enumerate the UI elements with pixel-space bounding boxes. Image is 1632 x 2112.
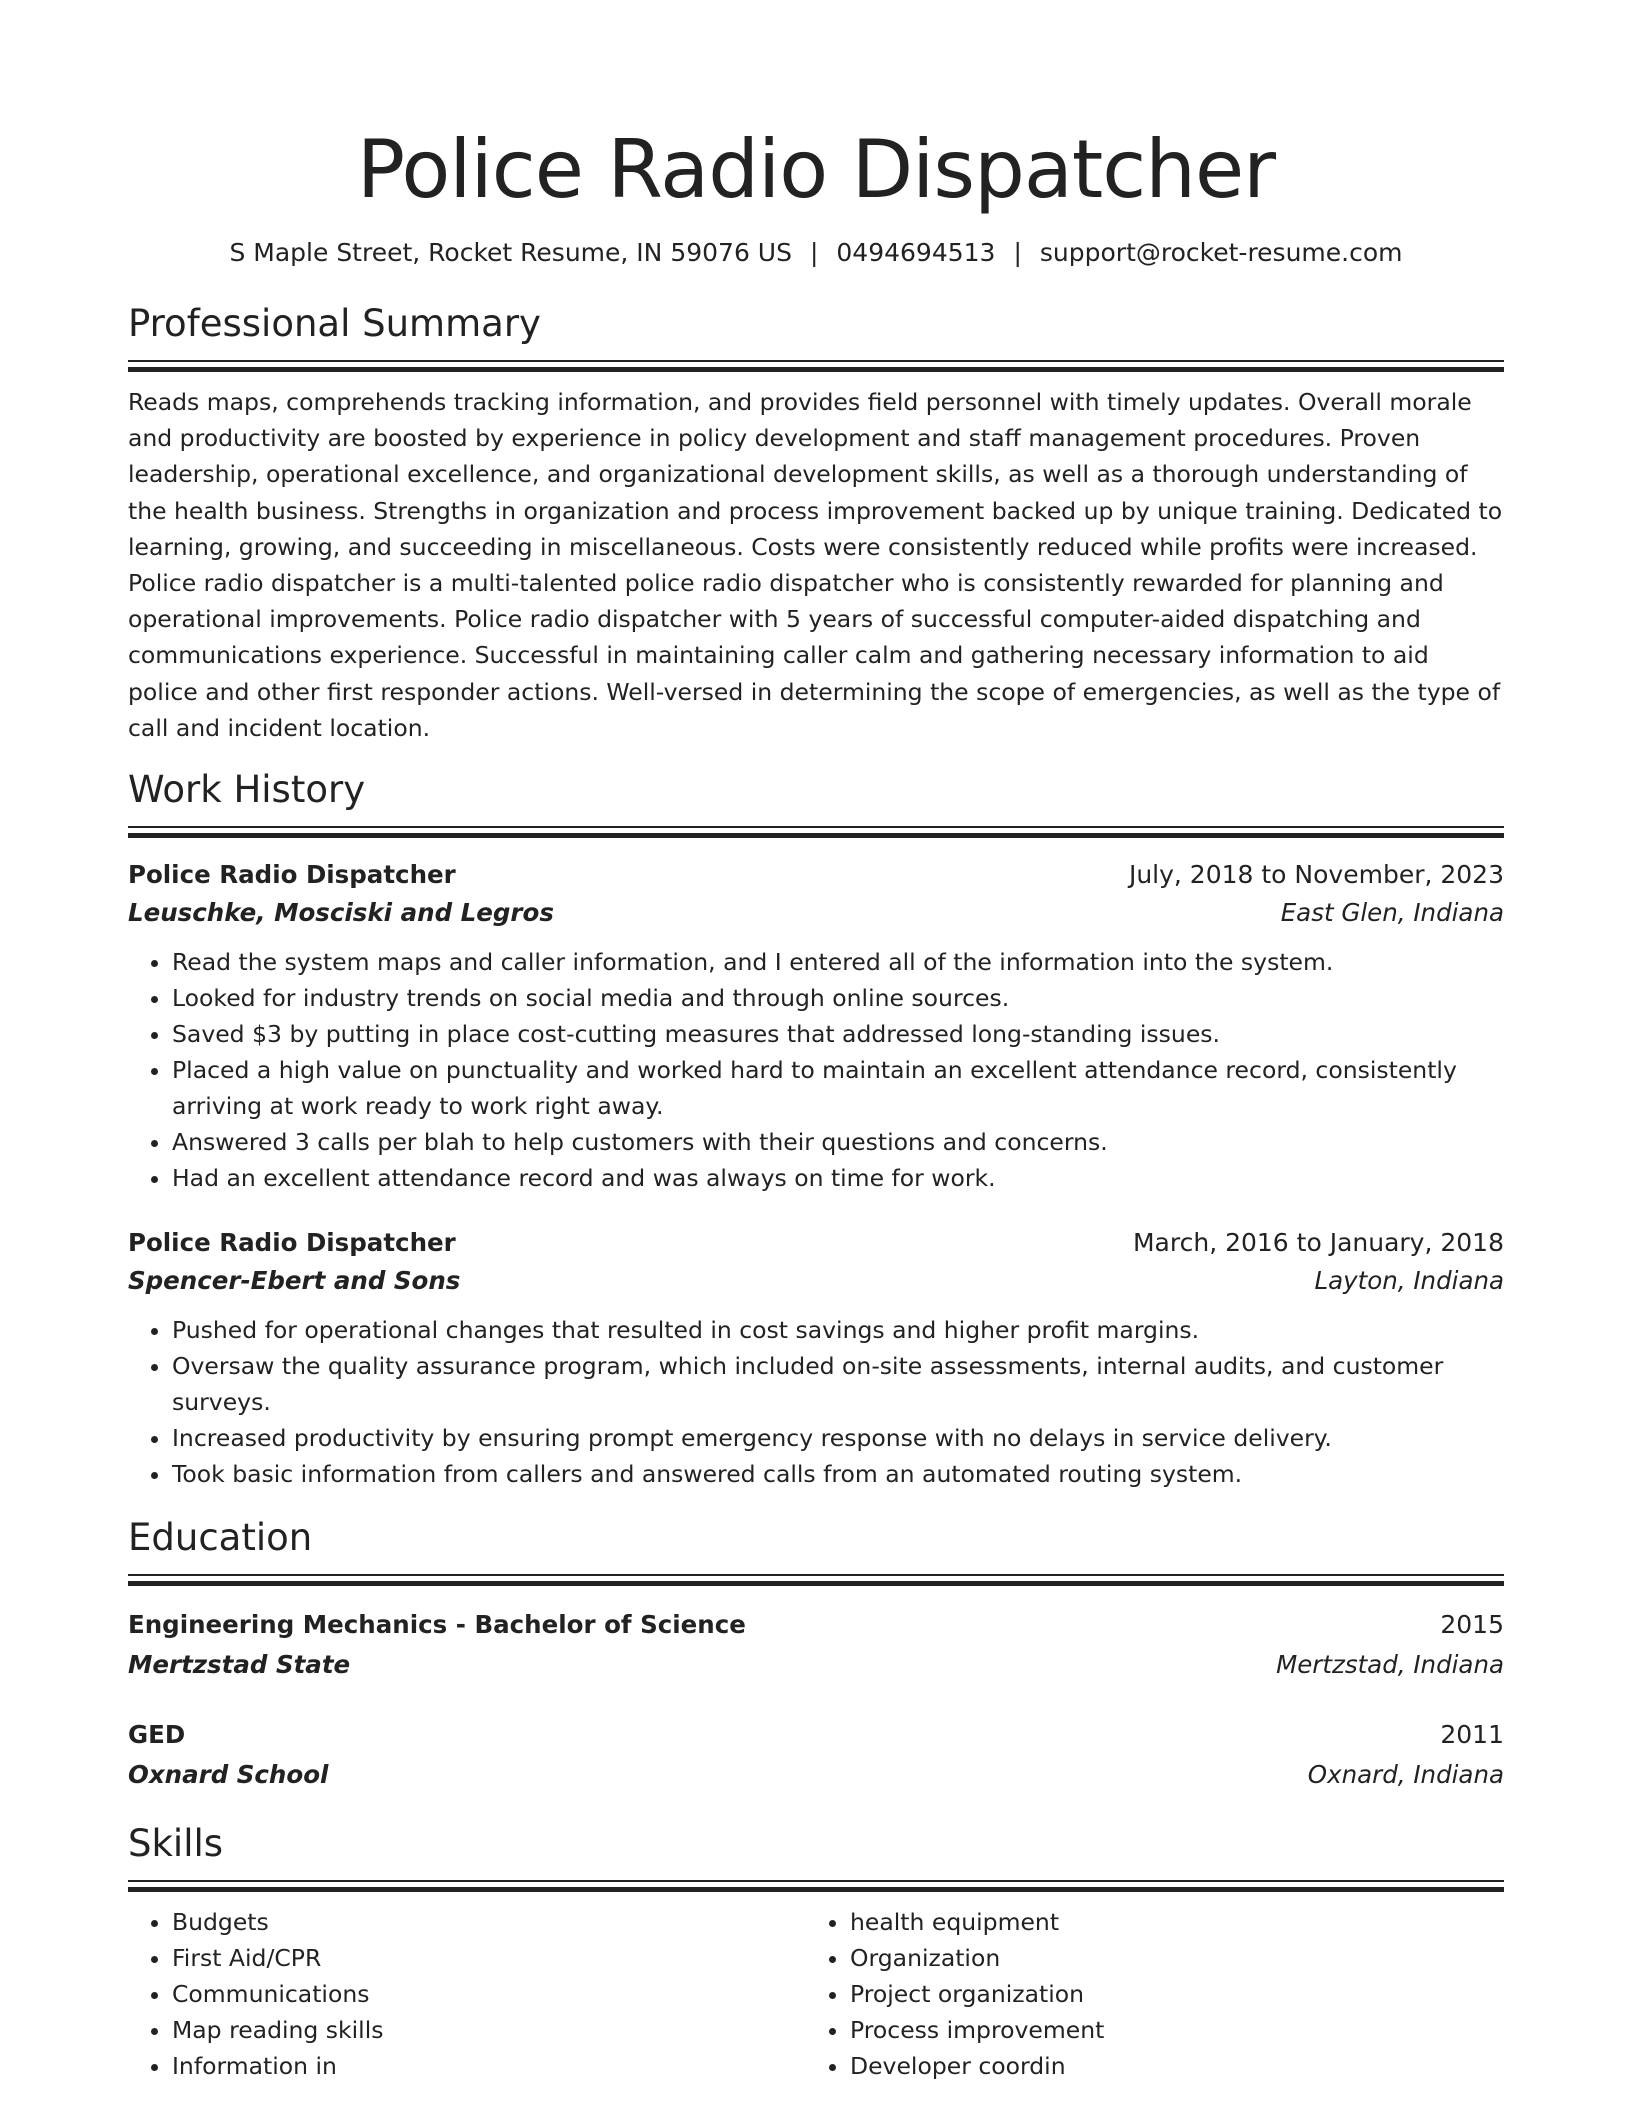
education-location: Mertzstad, Indiana: [1276, 1650, 1504, 1680]
list-item: • Had an excellent attendance record and was always on time for work.: [172, 1160, 1504, 1196]
section-divider: [128, 360, 1504, 374]
contact-phone: 0494694513: [836, 238, 996, 267]
list-item: • Project organization: [850, 1976, 1504, 2012]
job-entry: [128, 856, 1504, 1196]
education-school: Mertzstad State: [128, 1650, 351, 1680]
job-dates: July, 2018 to November, 2023: [1128, 860, 1504, 890]
resume-name: Police Radio Dispatcher: [356, 123, 1276, 216]
list-item: • Looked for industry trends on social media and through online sources.: [172, 980, 1504, 1016]
job-dates: March, 2016 to January, 2018: [1132, 1228, 1504, 1258]
education-year: 2015: [1440, 1610, 1504, 1640]
list-item: • Pushed for operational changes that resulted in cost savings and higher profit margins.: [172, 1312, 1504, 1348]
section-title-education: Education: [128, 1516, 313, 1560]
skills-section: [128, 1820, 1504, 2084]
list-item: • Placed a high value on punctuality and worked hard to maintain an excellent attendance record, consistently arriving at work ready to work right away.: [172, 1052, 1504, 1124]
section-title-work-history: Work History: [128, 768, 366, 812]
job-entry: [128, 1224, 1504, 1492]
skills-grid: [128, 1904, 1504, 2084]
job-title: Police Radio Dispatcher: [128, 860, 456, 890]
contact-line: [128, 236, 1504, 270]
list-item: • Saved $3 by putting in place cost-cutting measures that addressed long-standing issues.: [172, 1016, 1504, 1052]
list-item: • Answered 3 calls per blah to help customers with their questions and concerns.: [172, 1124, 1504, 1160]
list-item: • Oversaw the quality assurance program, which included on-site assessments, internal audits, and customer surveys.: [172, 1348, 1504, 1420]
section-title-skills: Skills: [128, 1822, 224, 1866]
education-degree: GED: [128, 1720, 186, 1750]
summary-text: Reads maps, comprehends tracking information, and provides field personnel with timely updates. Overall morale and productivity are boosted by experience in policy development and staff management procedures. Proven leadership, operational excellence, and organizational development skills, as well as a thorough understanding of the health business. Strengths in organization and process improvement backed up by unique training. Dedicated to learning, growing, and succeeding in miscellaneous. Costs were consistently reduced while profits were increased. Police radio dispatcher is a multi-talented police radio dispatcher who is consistently rewarded for planning and operational improvements. Police radio dispatcher with 5 years of successful computer-aided dispatching and communications experience. Successful in maintaining caller calm and gathering necessary information to aid police and other first responder actions. Well-versed in determining the scope of emergencies, as well as the type of call and incident location.: [128, 388, 1503, 742]
job-location: Layton, Indiana: [1314, 1266, 1504, 1296]
list-item: • Map reading skills: [172, 2012, 806, 2048]
contact-address: S Maple Street, Rocket Resume, IN 59076 US: [229, 238, 792, 267]
contact-separator: |: [809, 238, 819, 267]
section-divider: [128, 826, 1504, 840]
list-item: • Process improvement: [850, 2012, 1504, 2048]
education-year: 2011: [1440, 1720, 1504, 1750]
summary-section: [128, 300, 1504, 746]
work-history-section: [128, 766, 1504, 1492]
list-item: • Increased productivity by ensuring prompt emergency response with no delays in service delivery.: [172, 1420, 1504, 1456]
list-item: • First Aid/CPR: [172, 1940, 806, 1976]
list-item: • Budgets: [172, 1904, 806, 1940]
list-item: • Organization: [850, 1940, 1504, 1976]
education-degree: Engineering Mechanics - Bachelor of Science: [128, 1610, 746, 1640]
education-school: Oxnard School: [128, 1760, 329, 1790]
education-entry: [128, 1606, 1504, 1684]
job-location: East Glen, Indiana: [1280, 898, 1504, 928]
section-divider: [128, 1574, 1504, 1588]
list-item: • health equipment: [850, 1904, 1504, 1940]
skills-list-right: [806, 1904, 1504, 2084]
education-location: Oxnard, Indiana: [1307, 1760, 1504, 1790]
section-divider: [128, 1880, 1504, 1894]
list-item: • Communications: [172, 1976, 806, 2012]
list-item: • Developer coordin: [850, 2048, 1504, 2084]
job-bullets: [128, 944, 1504, 1196]
education-entry: [128, 1716, 1504, 1794]
skills-list-left: [128, 1904, 806, 2084]
education-section: [128, 1514, 1504, 1794]
contact-email: support@rocket-resume.com: [1039, 238, 1403, 267]
job-bullets: [128, 1312, 1504, 1492]
job-company: Leuschke, Mosciski and Legros: [128, 898, 554, 928]
resume-page: [128, 0, 1504, 2084]
job-company: Spencer-Ebert and Sons: [128, 1266, 461, 1296]
job-title: Police Radio Dispatcher: [128, 1228, 456, 1258]
list-item: • Took basic information from callers and answered calls from an automated routing system.: [172, 1456, 1504, 1492]
contact-separator: |: [1013, 238, 1022, 267]
list-item: • Information in: [172, 2048, 806, 2084]
list-item: • Read the system maps and caller information, and I entered all of the information into the system.: [172, 944, 1504, 980]
section-title-summary: Professional Summary: [128, 302, 541, 345]
